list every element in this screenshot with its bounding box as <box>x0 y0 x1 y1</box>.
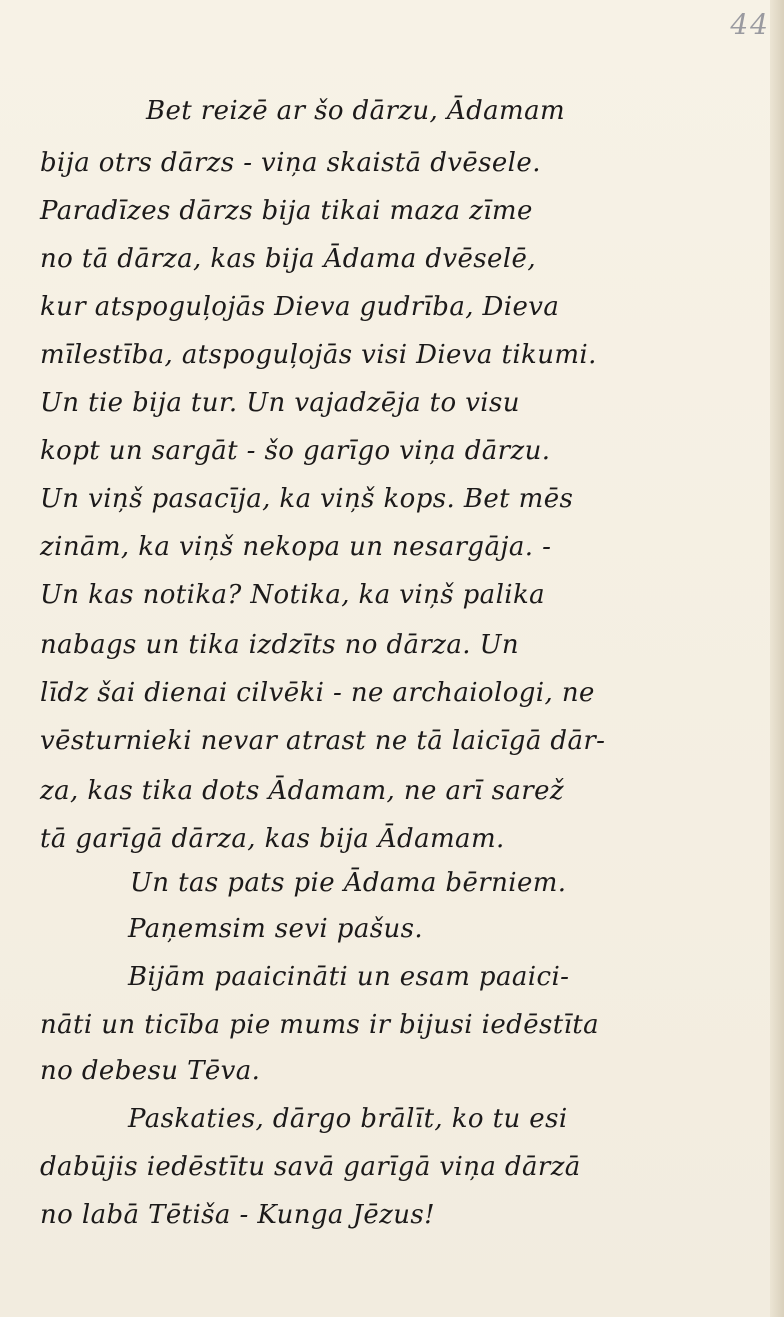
text-line: no debesu Tēva. <box>40 1056 261 1086</box>
text-line: za, kas tika dots Ādamam, ne arī sarež <box>40 776 564 806</box>
text-line: Bet reizē ar šo dārzu, Ādamam <box>146 96 566 126</box>
text-line: Paradīzes dārzs bija tikai maza zīme <box>40 196 533 226</box>
text-line: Un viņš pasacīja, ka viņš kops. Bet mēs <box>40 484 574 514</box>
text-line: Bijām paaicināti un esam paaici- <box>128 962 570 992</box>
text-line: Paņemsim sevi pašus. <box>128 914 424 944</box>
text-line: kopt un sargāt - šo garīgo viņa dārzu. <box>40 436 551 466</box>
text-line: nabags un tika izdzīts no dārza. Un <box>40 630 520 660</box>
text-line: no tā dārza, kas bija Ādama dvēselē, <box>40 244 536 274</box>
text-line: no labā Tētiša - Kunga Jēzus! <box>40 1200 435 1230</box>
text-line: līdz šai dienai cilvēki - ne archaiologi, ne <box>40 678 595 708</box>
text-line: Un tie bija tur. Un vajadzēja to visu <box>40 388 520 418</box>
text-line: dabūjis iedēstītu savā garīgā viņa dārzā <box>40 1152 581 1182</box>
page-number: 44 <box>730 8 770 41</box>
text-line: bija otrs dārzs - viņa skaistā dvēsele. <box>40 148 541 178</box>
text-line: Un tas pats pie Ādama bērniem. <box>130 868 567 898</box>
text-line: vēsturnieki nevar atrast ne tā laicīgā dār- <box>40 726 606 756</box>
text-line: kur atspoguļojās Dieva gudrība, Dieva <box>40 292 560 322</box>
text-line: zinām, ka viņš nekopa un nesargāja. - <box>40 532 552 562</box>
text-line: Paskaties, dārgo brālīt, ko tu esi <box>128 1104 568 1134</box>
text-line: Un kas notika? Notika, ka viņš palika <box>40 580 546 610</box>
page-edge <box>770 0 784 1317</box>
text-line: nāti un ticība pie mums ir bijusi iedēstīta <box>40 1010 600 1040</box>
text-line: mīlestība, atspoguļojās visi Dieva tikumi. <box>40 340 597 370</box>
text-line: tā garīgā dārza, kas bija Ādamam. <box>40 824 505 854</box>
